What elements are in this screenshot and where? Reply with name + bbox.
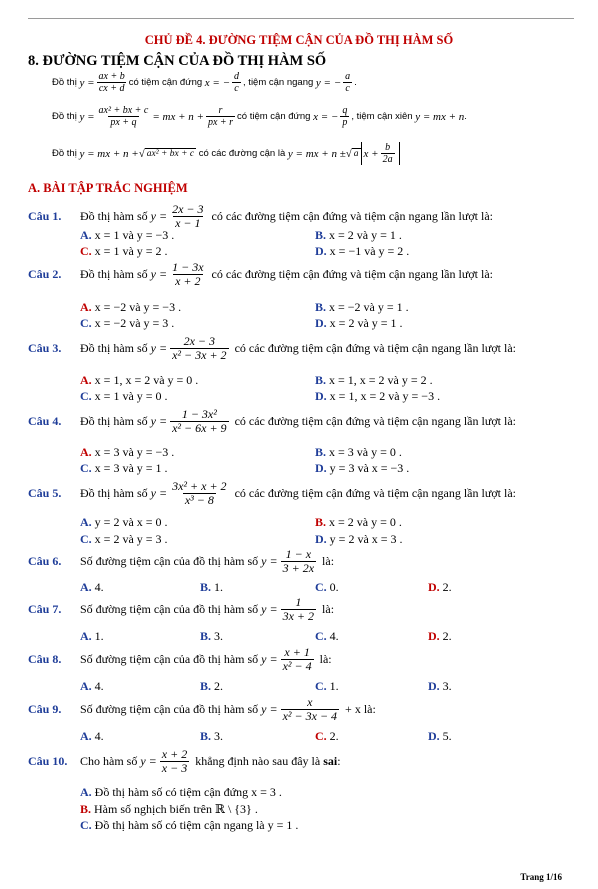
option-d: D. 5. xyxy=(428,729,452,743)
option-d: D. y = 3 và x = −3 . xyxy=(315,461,410,475)
question-text: Số đường tiệm cận của đồ thị hàm số y = $\frac{1}{3x + 2}$ là: xyxy=(80,595,335,623)
option-c: C. Đồ thị hàm số có tiệm cận ngang là y = 1 . xyxy=(80,818,299,832)
question-label: Câu 1. xyxy=(28,209,62,223)
question-6 xyxy=(28,548,334,575)
option-c: C. 2. xyxy=(315,729,339,743)
question-fraction: $\frac{x}{\text{x² − 3x − 4}}$ xyxy=(282,695,338,723)
option-b: B. Hàm số nghịch biến trên ℝ \ {3} . xyxy=(80,802,258,816)
question-label: Câu 3. xyxy=(28,341,62,355)
question-text: Số đường tiệm cận của đồ thị hàm số y = $\frac{1 - x}{3 + 2x}$ là: xyxy=(80,547,335,575)
question-label: Câu 2. xyxy=(28,267,62,281)
option-d: D. x = 2 và y = 1 . xyxy=(315,316,403,330)
page-number: Trang 1/16 xyxy=(520,872,562,882)
option-b: B. x = 2 và y = 1 . xyxy=(315,228,402,242)
question-text: Cho hàm số y = $\frac{x + 2}{x - 3}$ khẳng định nào sau đây là sai : xyxy=(80,747,341,775)
question-label: Câu 8. xyxy=(28,652,62,666)
option-d: D. 3. xyxy=(428,679,452,693)
f1-text: Đồ thị xyxy=(52,77,77,88)
topic-title: CHỦ ĐỀ 4. ĐƯỜNG TIỆM CẬN CỦA ĐỒ THỊ HÀM SỐ xyxy=(144,33,454,47)
question-4 xyxy=(28,408,516,435)
option-c: C. x = 2 và y = 3 . xyxy=(80,532,168,546)
option-a: A. x = 3 và y = −3 . xyxy=(80,445,175,459)
option-b: B. 3. xyxy=(200,629,224,643)
option-a: A. 4. xyxy=(80,729,104,743)
question-text: Đồ thị hàm số y = $\frac{2x - 3}{\text{x² − 3x + 2}}$ có các đường tiệm cận đứng và tiệm cận ngang lần lượt là: xyxy=(80,334,517,362)
question-fraction: $\frac{2x - 3}{\text{x² − 3x + 2}}$ xyxy=(172,334,227,362)
option-c: C. x = 1 và y = 2 . xyxy=(80,244,168,258)
question-fraction: $\frac{1 - 3x}{x + 2}$ xyxy=(172,260,204,288)
option-b: B. x = 1, x = 2 và y = 2 . xyxy=(315,373,433,387)
option-a: A. 4. xyxy=(80,679,104,693)
option-a: A. x = 1, x = 2 và y = 0 . xyxy=(80,373,199,387)
question-fraction: $\frac{1 - x}{3 + 2x}$ xyxy=(282,547,315,575)
question-fraction: $\frac{\text{3x² + x + 2}}{\text{x³ − 8}}$ xyxy=(172,479,227,507)
question-fraction: $\frac{2x - 3}{x - 1}$ xyxy=(172,202,204,230)
option-a: A. Đồ thị hàm số có tiệm cận đứng x = 3 . xyxy=(80,785,282,799)
formula-1: Đồ thị y = $\frac{ax + b}{cx + d}$ có tiệm cận đứng x = − $\frac{d}{c}$ , tiệm cận ngang y = − $\frac{a}{c}$ . xyxy=(52,71,357,94)
question-label: Câu 6. xyxy=(28,554,62,568)
option-c: C. 0. xyxy=(315,580,339,594)
f1-fraction: $\frac{ax + b}{cx + d}$ xyxy=(98,71,125,94)
question-2 xyxy=(28,261,493,288)
question-text: Số đường tiệm cận của đồ thị hàm số y = $\frac{x + 1}{\text{x² − 4}}$ là: xyxy=(80,645,332,673)
question-text: Đồ thị hàm số y = $\frac{2x - 3}{x - 1}$ có các đường tiệm cận đứng và tiệm cận ngang lần lượt là: xyxy=(80,202,493,230)
option-a: A. 4. xyxy=(80,580,104,594)
option-c: C. 4. xyxy=(315,629,339,643)
option-d: D. x = −1 và y = 2 . xyxy=(315,244,410,258)
question-9 xyxy=(28,696,376,723)
question-text: Đồ thị hàm số y = $\frac{\text{1 − 3x²}}{\text{x² − 6x + 9}}$ có các đường tiệm cận đứng và tiệm cận ngang lần lượt là: xyxy=(80,407,517,435)
question-3 xyxy=(28,335,516,362)
header-rule xyxy=(28,18,574,19)
option-d: D. 2. xyxy=(428,629,452,643)
option-b: B. 3. xyxy=(200,729,224,743)
option-a: A. y = 2 và x = 0 . xyxy=(80,515,168,529)
question-label: Câu 4. xyxy=(28,414,62,428)
question-10 xyxy=(28,748,341,775)
option-a: A. x = 1 và y = −3 . xyxy=(80,228,175,242)
exercise-heading: A. BÀI TẬP TRẮC NGHIỆM xyxy=(28,181,188,195)
option-b: B. 1. xyxy=(200,580,224,594)
option-c: C. x = 1 và y = 0 . xyxy=(80,389,168,403)
question-label: Câu 5. xyxy=(28,486,62,500)
formula-2: Đồ thị y = $\frac{\text{ax² + bx + c}}{px + q}$ = mx + n + $\frac{r}{px + r}$ có tiệm cận đứng x = − $\frac{q}{p}$ , tiệm cận xiên y = mx + n . xyxy=(52,105,467,128)
option-b: B. x = −2 và y = 1 . xyxy=(315,300,409,314)
option-c: C. x = 3 và y = 1 . xyxy=(80,461,168,475)
formula-3: Đồ thị y = mx + n + √ ax² + bx + c có các đường cận là y = mx + n ± √ a x + $\frac{b}{2a}$ xyxy=(52,142,400,165)
question-text: Số đường tiệm cận của đồ thị hàm số y = $\frac{x}{\text{x² − 3x − 4}}$ + x là: xyxy=(80,695,376,723)
question-7 xyxy=(28,596,334,623)
question-1 xyxy=(28,203,493,230)
question-text: Đồ thị hàm số y = $\frac{1 - 3x}{x + 2}$ có các đường tiệm cận đứng và tiệm cận ngang lần lượt là: xyxy=(80,260,493,288)
question-fraction: $\frac{x + 2}{x - 3}$ xyxy=(161,747,188,775)
question-fraction: $\frac{\text{1 − 3x²}}{\text{x² − 6x + 9}}$ xyxy=(172,407,227,435)
option-a: A. x = −2 và y = −3 . xyxy=(80,300,182,314)
option-c: C. x = −2 và y = 3 . xyxy=(80,316,175,330)
option-c: C. 1. xyxy=(315,679,339,693)
option-b: B. 2. xyxy=(200,679,224,693)
option-b: B. x = 3 và y = 0 . xyxy=(315,445,402,459)
question-label: Câu 10. xyxy=(28,754,68,768)
section-title: 8. ĐƯỜNG TIỆM CẬN CỦA ĐỒ THỊ HÀM SỐ xyxy=(28,53,327,69)
question-text: Đồ thị hàm số y = $\frac{\text{3x² + x + 2}}{\text{x³ − 8}}$ có các đường tiệm cận đứng và tiệm cận ngang lần lượt là: xyxy=(80,479,517,507)
question-8 xyxy=(28,646,332,673)
option-d: D. 2. xyxy=(428,580,452,594)
question-5 xyxy=(28,480,516,507)
question-label: Câu 7. xyxy=(28,602,62,616)
option-d: D. y = 2 và x = 3 . xyxy=(315,532,403,546)
option-b: B. x = 2 và y = 0 . xyxy=(315,515,402,529)
question-fraction: $\frac{x + 1}{\text{x² − 4}}$ xyxy=(282,645,312,673)
option-a: A. 1. xyxy=(80,629,104,643)
option-d: D. x = 1, x = 2 và y = −3 . xyxy=(315,389,441,403)
question-fraction: $\frac{1}{3x + 2}$ xyxy=(282,595,315,623)
question-label: Câu 9. xyxy=(28,702,62,716)
